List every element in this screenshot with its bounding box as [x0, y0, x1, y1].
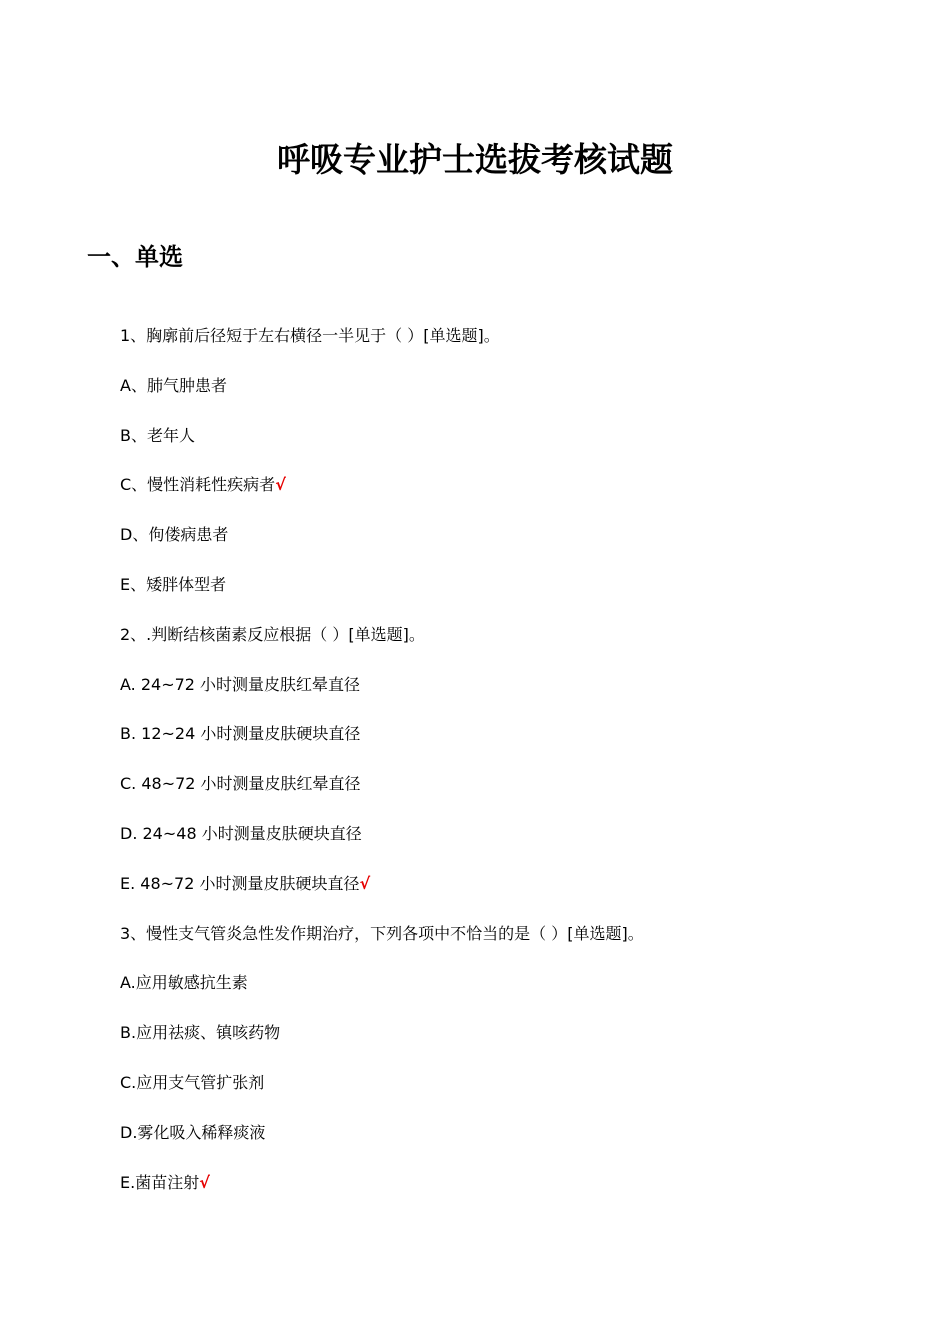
- option: [120, 770, 880, 820]
- question-list: [120, 322, 880, 1218]
- option-text: B. 12~24 小时测量皮肤硬块直径: [120, 724, 361, 744]
- option-text: A.应用敏感抗生素: [120, 973, 248, 993]
- question-stem: [120, 621, 880, 671]
- question-stem: [120, 920, 880, 970]
- option-text: E、矮胖体型者: [120, 574, 227, 594]
- option-correct: [120, 471, 880, 521]
- question-text: 1、胸廓前后径短于左右横径一半见于（ ）[单选题]。: [120, 326, 500, 345]
- option: [120, 571, 880, 621]
- check-mark-icon: √: [199, 1172, 210, 1192]
- option-text: C. 48~72 小时测量皮肤红晕直径: [120, 774, 361, 794]
- option-correct: [120, 1169, 880, 1219]
- option-text: A、肺气肿患者: [120, 375, 227, 395]
- question-text: 3、慢性支气管炎急性发作期治疗，下列各项中不恰当的是（ ）[单选题]。: [120, 923, 644, 943]
- option-text: D. 24~48 小时测量皮肤硬块直径: [120, 823, 362, 843]
- option-text: E.菌苗注射: [120, 1172, 200, 1192]
- option: [120, 1069, 880, 1119]
- option-text: C、慢性消耗性疾病者: [120, 475, 276, 495]
- question-stem: [120, 322, 880, 372]
- option-text: C.应用支气管扩张剂: [120, 1072, 265, 1092]
- option: [120, 1019, 880, 1069]
- option-text: A. 24~72 小时测量皮肤红晕直径: [120, 674, 361, 694]
- option: [120, 1119, 880, 1169]
- option-correct: [120, 870, 880, 920]
- option: [120, 671, 880, 721]
- section-heading: 一、单选: [87, 243, 183, 271]
- option-text: B、老年人: [120, 425, 195, 445]
- option: [120, 422, 880, 472]
- option-text: B.应用祛痰、镇咳药物: [120, 1023, 281, 1043]
- option: [120, 969, 880, 1019]
- option-text: D.雾化吸入稀释痰液: [120, 1122, 266, 1142]
- check-mark-icon: √: [275, 475, 286, 495]
- page-title: 呼吸专业护士选拔考核试题: [277, 140, 673, 179]
- option-text: E. 48~72 小时测量皮肤硬块直径: [120, 873, 360, 893]
- option-text: D、佝偻病患者: [120, 525, 229, 545]
- option: [120, 372, 880, 422]
- check-mark-icon: √: [359, 873, 371, 893]
- question-text: 2、.判断结核菌素反应根据（ ）[单选题]。: [120, 624, 425, 644]
- option: [120, 521, 880, 571]
- option: [120, 820, 880, 870]
- option: [120, 720, 880, 770]
